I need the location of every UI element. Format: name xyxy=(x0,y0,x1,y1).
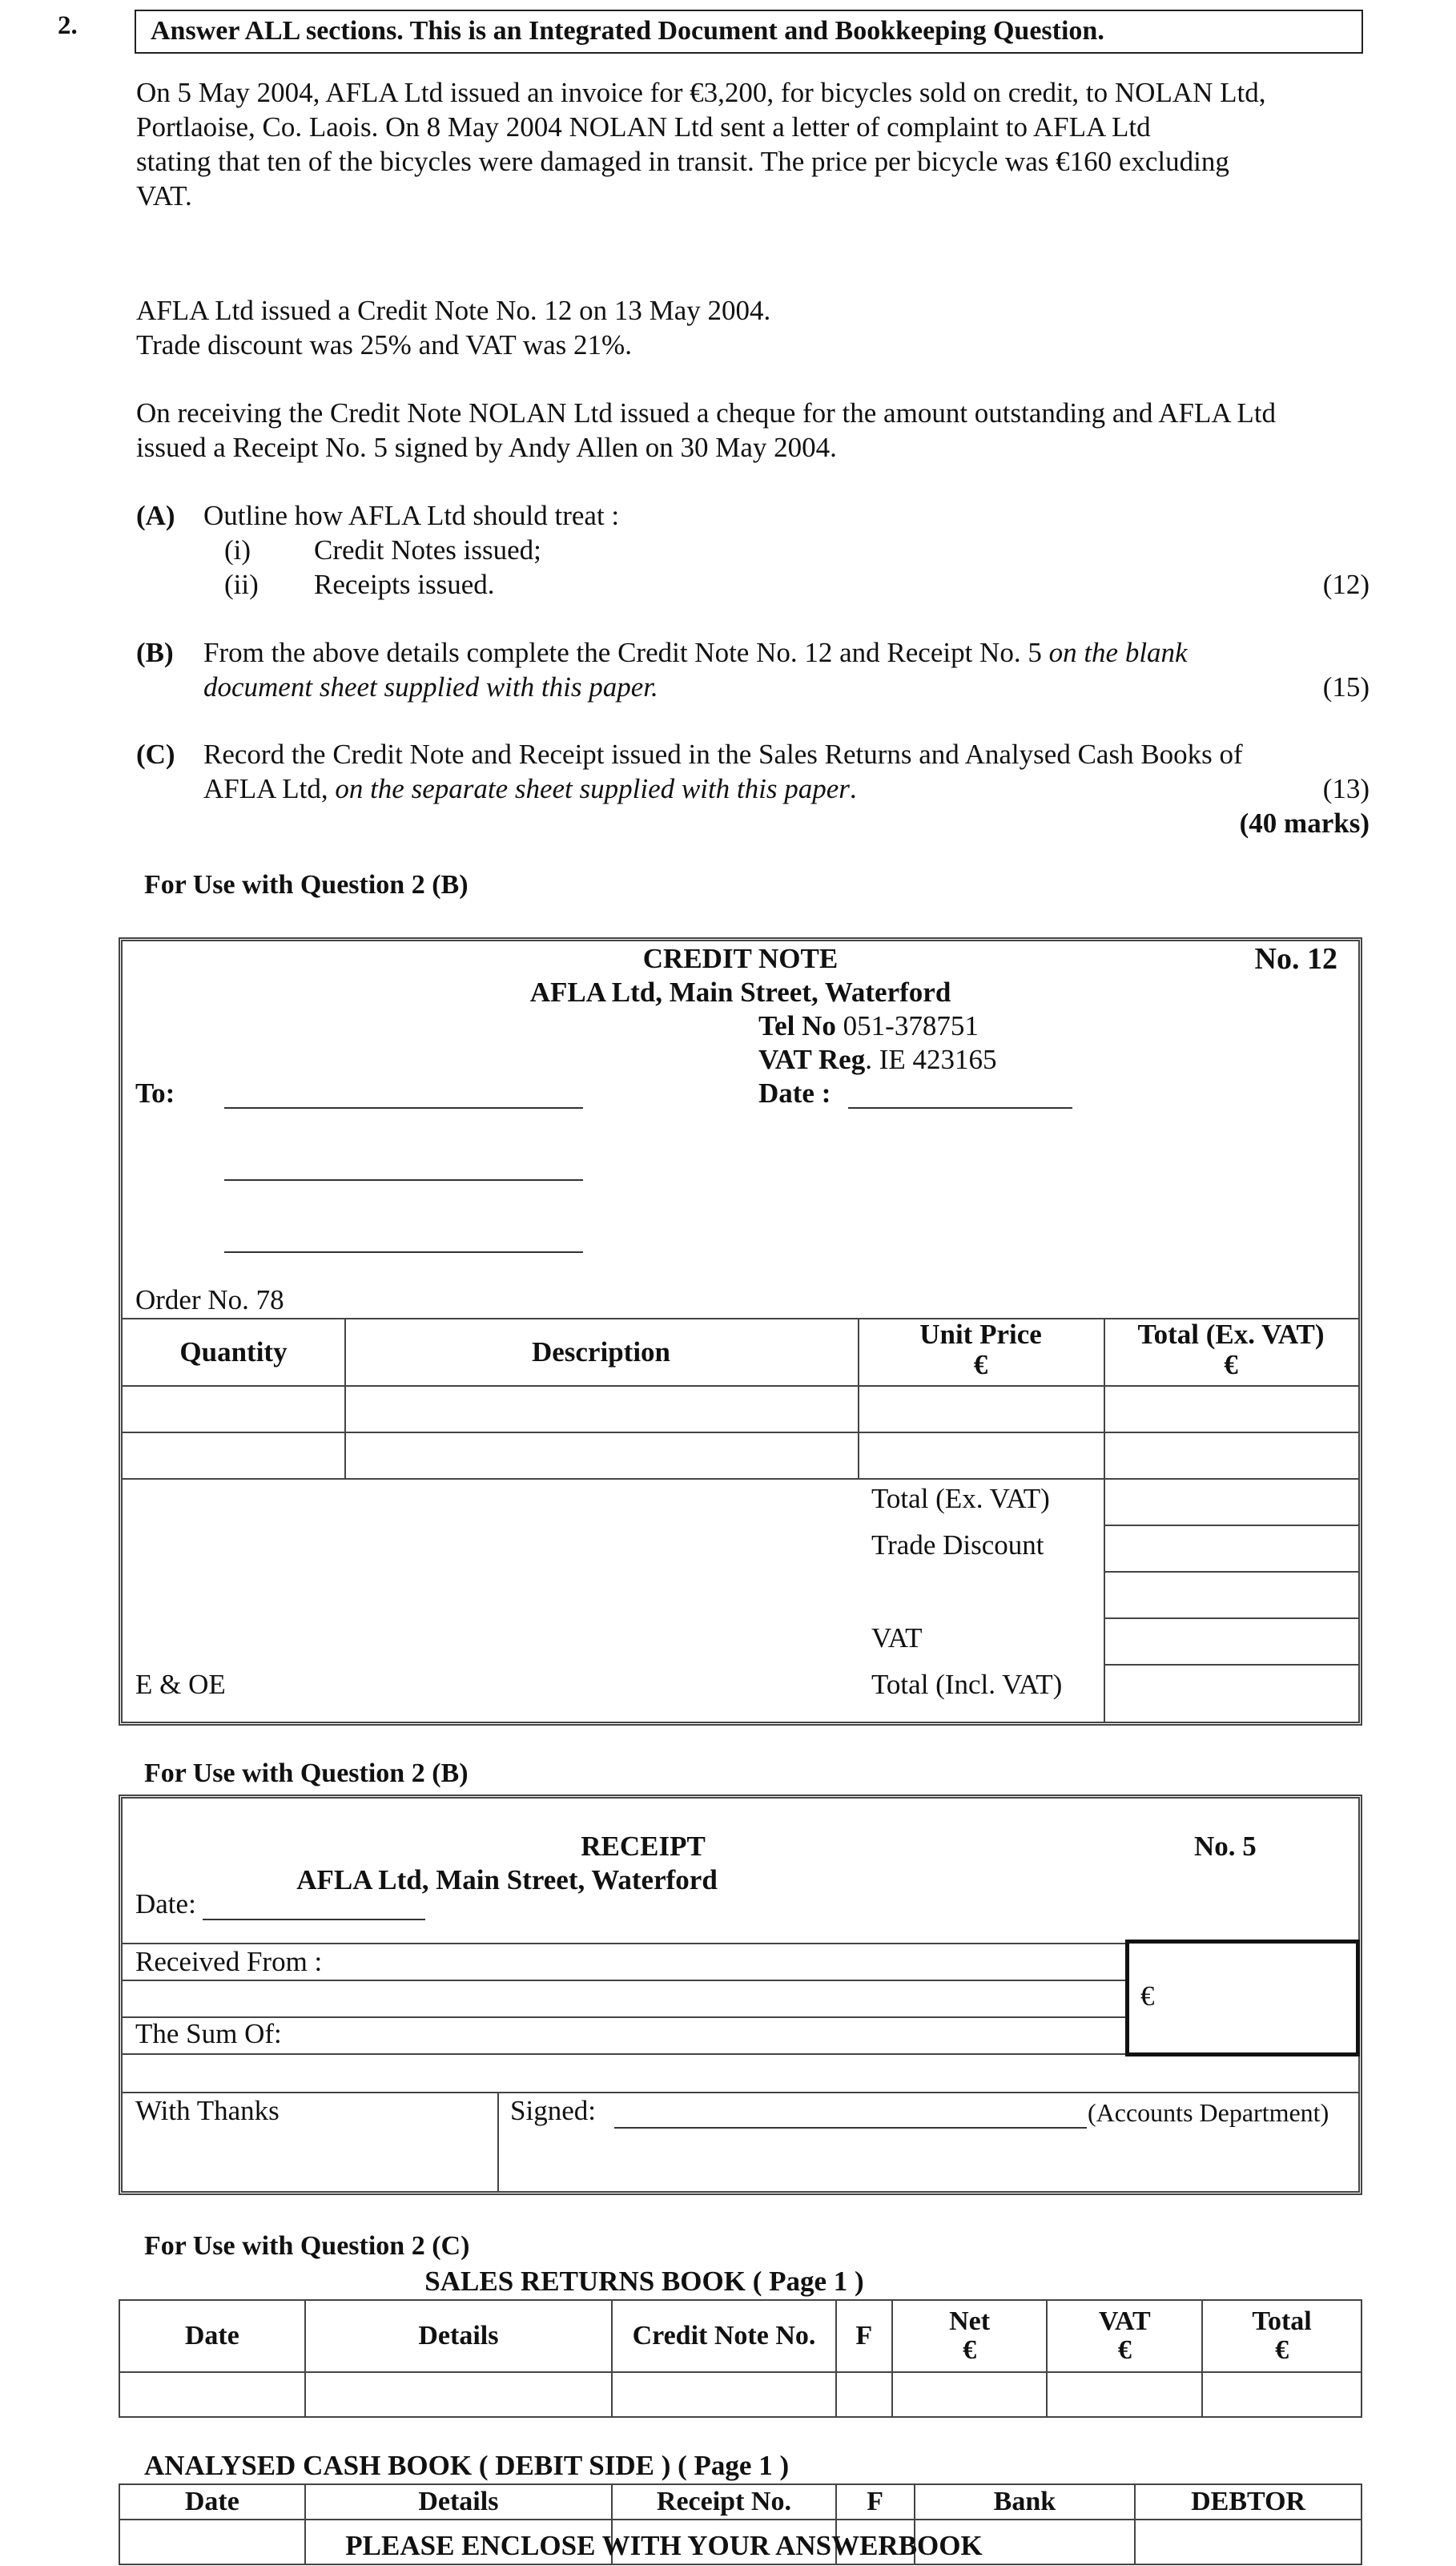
cn-label-trade-discount: Trade Discount xyxy=(871,1529,1044,1561)
sr-header-credit-note-no: Credit Note No. xyxy=(612,2300,836,2372)
part-a-text: Outline how AFLA Ltd should treat : xyxy=(203,500,620,531)
sr-header-details: Details xyxy=(305,2300,612,2372)
receipt-signature-field[interactable] xyxy=(614,2127,1087,2129)
sr-header-net: Net € xyxy=(892,2300,1048,2372)
part-b: (B) From the above details complete the Credit Note No. 12 and Receipt No. 5 on the blank document sheet supplied with this paper. (15) xyxy=(136,637,1370,703)
credit-note-to-line-3[interactable] xyxy=(224,1251,583,1253)
credit-note-company: AFLA Ltd, Main Street, Waterford xyxy=(529,977,951,1008)
question-number: 2. xyxy=(58,11,78,40)
credit-note-order-no: Order No. 78 xyxy=(135,1284,284,1315)
cn-header-total-currency: € xyxy=(1224,1349,1238,1380)
receipt-title: RECEIPT xyxy=(581,1831,706,1862)
cn-label-total-ex-vat: Total (Ex. VAT) xyxy=(871,1483,1050,1514)
receipt-date-field[interactable] xyxy=(203,1919,425,1920)
cn-header-bottom xyxy=(123,1385,1358,1387)
credit-note-caption: For Use with Question 2 (B) xyxy=(144,870,469,900)
receipt-caption: For Use with Question 2 (B) xyxy=(144,1758,469,1788)
receipt-received-from: Received From : xyxy=(135,1946,323,1977)
credit-note-to-line-2[interactable] xyxy=(224,1179,583,1181)
cn-header-total: Total (Ex. VAT) xyxy=(1137,1319,1325,1350)
sales-returns-title: SALES RETURNS BOOK ( Page 1 ) xyxy=(424,2266,864,2297)
cb-header-bank: Bank xyxy=(915,2484,1136,2520)
part-a-marks: (12) xyxy=(1322,569,1370,600)
sales-returns-table xyxy=(119,2299,1362,2418)
receipt-signed-label: Signed: xyxy=(510,2095,596,2126)
cn-header-unit-price-currency: € xyxy=(973,1349,988,1380)
cn-label-vat: VAT xyxy=(871,1622,923,1654)
sr-header-vat: VAT € xyxy=(1047,2300,1202,2372)
cb-header-details: Details xyxy=(305,2484,612,2520)
credit-note-number: No. 12 xyxy=(1254,942,1337,976)
total-marks: (40 marks) xyxy=(1239,808,1370,839)
credit-note-vat-reg: VAT Reg. IE 423165 xyxy=(758,1044,997,1075)
cash-book-title: ANALYSED CASH BOOK ( DEBIT SIDE ) ( Page 1 ) xyxy=(144,2450,790,2481)
cn-header-quantity: Quantity xyxy=(179,1336,288,1368)
part-b-marks: (15) xyxy=(1322,671,1370,703)
sr-header-date: Date xyxy=(119,2300,305,2372)
sales-returns-caption: For Use with Question 2 (C) xyxy=(144,2231,470,2261)
receipt-company: AFLA Ltd, Main Street, Waterford xyxy=(296,1864,718,1895)
cn-header-unit-price: Unit Price xyxy=(919,1319,1042,1350)
receipt-with-thanks: With Thanks xyxy=(135,2095,280,2126)
receipt-bottom-divider xyxy=(497,2092,499,2191)
credit-note-to-line-1[interactable] xyxy=(224,1107,583,1109)
receipt-currency: € xyxy=(1140,1980,1155,2012)
receipt-line-2 xyxy=(123,1980,1127,1981)
cn-total-row-3 xyxy=(1104,1617,1358,1619)
cn-row-2 xyxy=(123,1478,1358,1480)
cn-eoe: E & OE xyxy=(135,1669,226,1700)
part-a: (A) Outline how AFLA Ltd should treat : (i) Credit Notes issued; (ii) Receipts issued. (12) xyxy=(136,500,1370,600)
cn-header-description: Description xyxy=(531,1336,671,1368)
cb-header-folio: F xyxy=(836,2484,915,2520)
receipt-amount-box[interactable] xyxy=(1125,1940,1360,2056)
credit-note-to-label: To: xyxy=(135,1078,175,1109)
paragraph-receipt: On receiving the Credit Note NOLAN Ltd issued a cheque for the amount outstanding and AFLA Ltd issued a Receipt No. 5 signed by Andy Allen on 30 May 2004. xyxy=(136,397,1277,463)
footer-enclose: PLEASE ENCLOSE WITH YOUR ANSWERBOOK xyxy=(345,2530,983,2561)
part-c-marks: (13) xyxy=(1322,773,1370,804)
credit-note-tel: Tel No 051-378751 xyxy=(758,1010,979,1041)
receipt-line-5 xyxy=(123,2092,1358,2093)
part-c-label: (C) xyxy=(136,739,175,770)
instruction-box: Answer ALL sections. This is an Integrated Document and Bookkeeping Question. xyxy=(135,10,1363,54)
credit-note-date-label: Date : xyxy=(758,1078,831,1109)
credit-note-title: CREDIT NOTE xyxy=(642,943,839,974)
cb-header-receipt-no: Receipt No. xyxy=(612,2484,836,2520)
receipt-date-label: Date: xyxy=(135,1888,196,1919)
part-b-label: (B) xyxy=(136,637,174,668)
cn-total-row-4 xyxy=(1104,1664,1358,1666)
receipt-form xyxy=(119,1795,1362,2195)
credit-note-form xyxy=(119,937,1362,1726)
sr-header-folio: F xyxy=(836,2300,892,2372)
paragraph-credit-note: AFLA Ltd issued a Credit Note No. 12 on 13 May 2004. Trade discount was 25% and VAT was 21%. xyxy=(136,295,771,361)
cb-header-debtor: DEBTOR xyxy=(1135,2484,1361,2520)
sr-entry-row[interactable] xyxy=(119,2372,1361,2417)
receipt-line-1 xyxy=(123,1943,1127,1944)
sr-header-total: Total € xyxy=(1202,2300,1361,2372)
credit-note-date-field[interactable] xyxy=(848,1107,1072,1109)
cn-row-1 xyxy=(123,1432,1358,1433)
cn-total-row-2 xyxy=(1104,1571,1358,1573)
cn-total-row-1 xyxy=(1104,1525,1358,1526)
part-c: (C) Record the Credit Note and Receipt issued in the Sales Returns and Analysed Cash Books of AFLA Ltd, on the separate sheet supplied with this paper. (13) (40 marks) xyxy=(136,739,1370,839)
cn-label-total-incl-vat: Total (Incl. VAT) xyxy=(871,1669,1063,1700)
receipt-number: No. 5 xyxy=(1194,1831,1257,1862)
receipt-accounts-dept: (Accounts Department) xyxy=(1088,2098,1329,2127)
part-a-label: (A) xyxy=(136,500,175,531)
cb-header-date: Date xyxy=(119,2484,305,2520)
receipt-sum-of: The Sum Of: xyxy=(135,2018,282,2049)
paragraph-invoice: On 5 May 2004, AFLA Ltd issued an invoice for €3,200, for bicycles sold on credit, to NOLAN Ltd, Portlaoise, Co. Laois. On 8 May 2004 NOLAN Ltd sent a letter of complaint to AFLA Ltd stating that ten of the bicycles were damaged in transit. The price per bicycle was €160 excluding VAT. xyxy=(136,77,1266,211)
